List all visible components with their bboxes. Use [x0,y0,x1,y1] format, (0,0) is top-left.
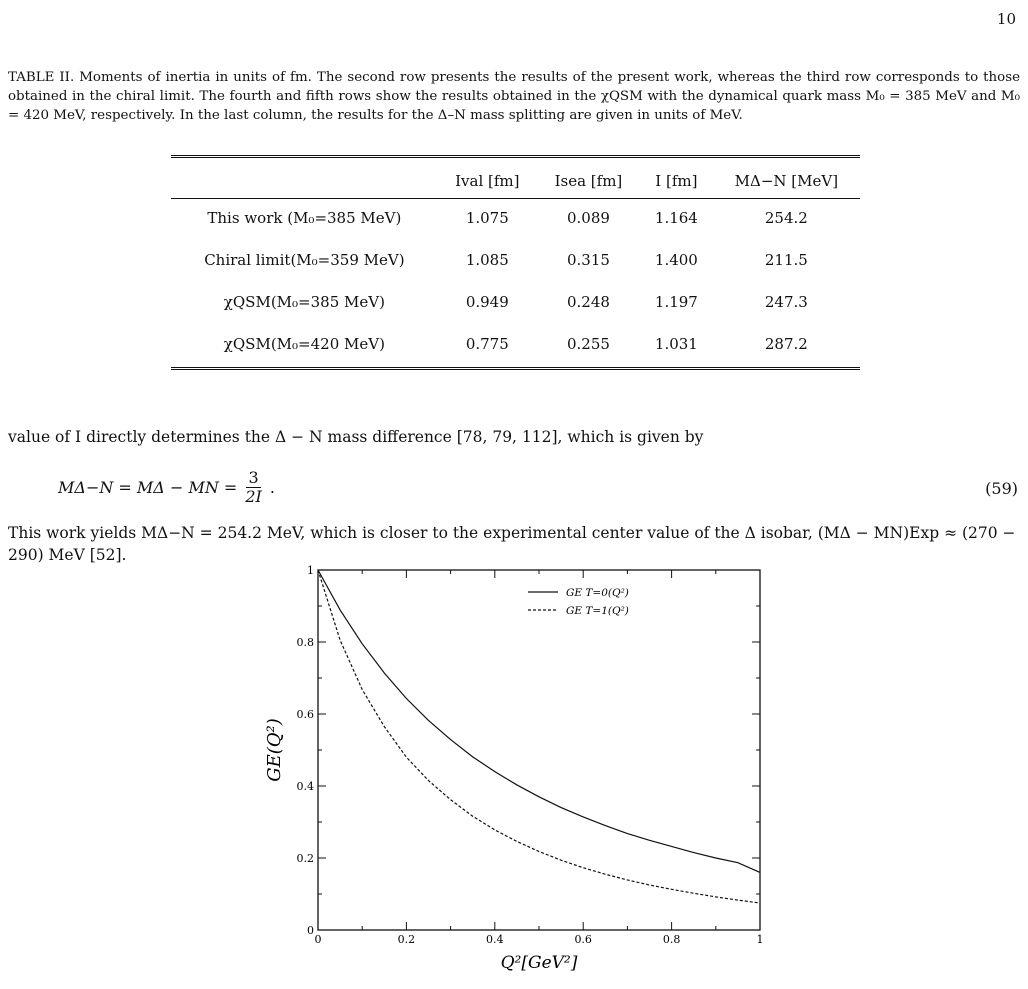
x-tick-label: 0.4 [486,933,504,946]
table-cell: 1.085 [465,251,509,269]
legend-label: GE T=1(Q²) [566,605,629,617]
page-number: 10 [996,10,1016,28]
body-paragraph: This work yields MΔ−N = 254.2 MeV, which is closer to the experimental center value of the Δ isobar, (MΔ − MN)Exp ≈ (270 − 290) MeV [52]. [8,524,1016,564]
table-cell: 0.775 [465,335,509,353]
equation-number: (59) [985,479,1018,498]
table-cell: 0.089 [566,209,610,227]
table-cell: 1.031 [654,335,698,353]
x-tick-label: 0.2 [397,933,416,946]
plot-frame [318,570,760,930]
x-tick-label: 0 [314,933,322,946]
table-cell: This work (M₀=385 MeV) [207,209,402,227]
table-cell: 211.5 [764,251,808,269]
x-tick-label: 1 [756,933,764,946]
table-row [171,199,860,242]
table-cell: 254.2 [764,209,808,227]
equation-body [58,469,275,506]
fraction-denominator: 2I [245,487,262,506]
table-row [171,241,860,283]
equation-fraction [245,469,262,506]
table-cell: 1.197 [654,293,698,311]
table-cell: 1.164 [654,209,698,227]
y-axis-label: GE(Q²) [264,718,285,782]
fraction-numerator: 3 [248,468,259,487]
table-cell: 0.949 [465,293,509,311]
x-tick-label: 0.6 [574,933,592,946]
table-cell: χQSM(M₀=385 MeV) [223,293,385,311]
table-cell: 287.2 [764,335,808,353]
table-cell: 1.075 [465,209,509,227]
x-axis-label: Q²[GeV²] [500,953,578,973]
y-tick-label: 0.8 [296,636,314,649]
y-tick-label: 1 [307,564,314,577]
y-tick-label: 0.6 [296,708,314,721]
table [171,155,860,370]
moments-table [171,155,860,370]
table-cell: 0.315 [566,251,610,269]
y-tick-label: 0.4 [296,780,314,793]
table-row [171,283,860,325]
table-caption: TABLE II. Moments of inertia in units of fm. The second row presents the results of the present work, whereas the third row corresponds to those obtained in the chiral limit. The fourth and fifth rows show the results obtained in the χQSM with the dynamical quark mass M₀ = 385 MeV and M₀ = 420 MeV, respectively. In the last column, the results for the Δ–N mass splitting are given in units of MeV. [8,70,1020,123]
body-paragraph: value of I directly determines the Δ − N mass difference [78, 79, 112], which is given by [8,428,704,446]
table-header-cell: I [fm] [640,157,713,199]
table-row [171,325,860,369]
series-line-t0 [318,570,760,872]
y-tick-label: 0 [307,924,314,937]
chart-svg [248,560,788,985]
table-header-cell: Ival [fm] [438,157,537,199]
legend-label: GE T=0(Q²) [566,587,629,599]
equation-59 [0,463,1028,507]
table-header-cell [171,157,438,199]
table-header-cell: Isea [fm] [537,157,640,199]
equation-lhs: MΔ−N = MΔ − MN = [58,478,238,497]
table-header-row [171,157,860,199]
table-cell: 0.255 [566,335,610,353]
equation-tail: . [269,478,275,497]
y-tick-label: 0.2 [296,852,314,865]
table-cell: 247.3 [764,293,808,311]
x-tick-label: 0.8 [662,933,681,946]
form-factor-chart [248,560,788,985]
table-cell: 0.248 [566,293,610,311]
table-cell: 1.400 [654,251,698,269]
table-header-cell: MΔ−N [MeV] [713,157,860,199]
table-cell: χQSM(M₀=420 MeV) [223,335,385,353]
table-cell: Chiral limit(M₀=359 MeV) [204,251,405,269]
